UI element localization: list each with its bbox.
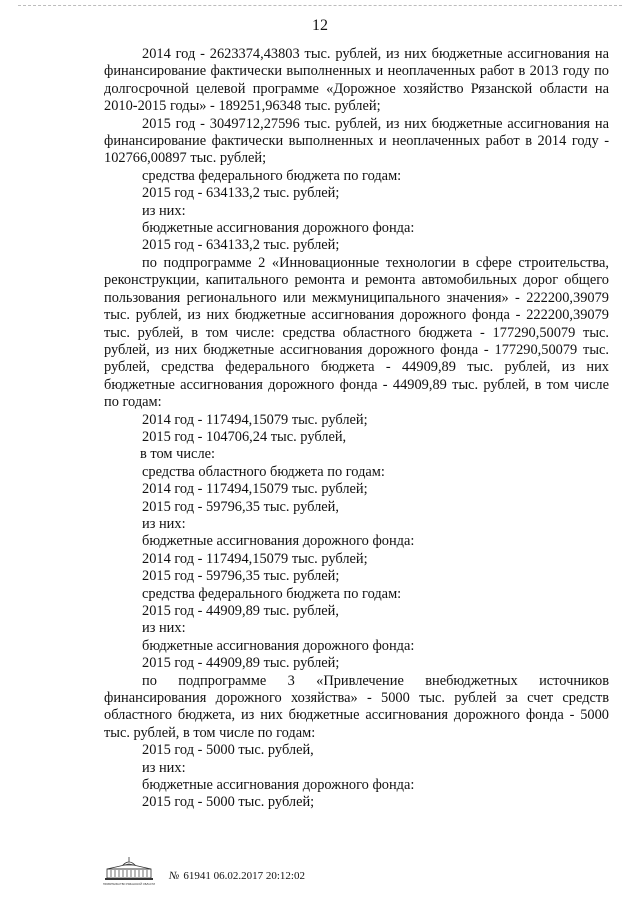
registration-stamp	[169, 870, 305, 882]
paragraph: 2015 год - 104706,24 тыс. рублей,	[142, 428, 347, 445]
document-footer	[103, 856, 503, 886]
paragraph: по подпрограмме 2 «Инновационные технологии в сфере строительства, реконструкции, капитального ремонта и ремонта автомобильных дорог общего пользования регионального или межмуниципального значения» - 222200,39079 тыс. рублей, из них бюджетные ассигнования дорожного фонда - 222200,39079 тыс. рублей, в том числе: средства областного бюджета - 177290,50079 тыс. рублей, из них бюджетные ассигнования дорожного фонда - 177290,50079 тыс. рублей, средства федерального бюджета - 44909,89 тыс. рублей, из них бюджетные ассигнования дорожного фонда - 44909,89 тыс. рублей, в том числе по годам:	[104, 254, 609, 411]
paragraph: бюджетные ассигнования дорожного фонда:	[142, 220, 415, 237]
paragraph: 2014 год - 2623374,43803 тыс. рублей, из них бюджетные ассигнования на финансирование фактически выполненных и неоплаченных работ в 2013 году по долгосрочной целевой программе «Дорожное хозяйство Рязанской области на 2010-2015 годы» - 189251,96348 тыс. рублей;	[104, 46, 609, 115]
paragraph: 2015 год - 3049712,27596 тыс. рублей, из них бюджетные ассигнования на финансирование фактически выполненных и неоплаченных работ в 2014 году - 102766,00897 тыс. рублей;	[104, 115, 609, 167]
paragraph: из них:	[142, 202, 186, 219]
paragraph: 2015 год - 5000 тыс. рублей,	[142, 742, 314, 759]
registration-info: 61941 06.02.2017 20:12:02	[183, 870, 305, 882]
paragraph: 2015 год - 59796,35 тыс. рублей,	[142, 498, 339, 515]
document-body	[104, 46, 609, 812]
paragraph: 2015 год - 44909,89 тыс. рублей,	[142, 603, 339, 619]
paragraph: 2015 год - 59796,35 тыс. рублей;	[142, 568, 340, 585]
paragraph: 2015 год - 5000 тыс. рублей;	[142, 794, 315, 811]
government-building-stamp-icon	[103, 856, 155, 886]
paragraph: бюджетные ассигнования дорожного фонда:	[142, 777, 415, 794]
paragraph: из них:	[142, 620, 186, 637]
paragraph: 2014 год - 117494,15079 тыс. рублей;	[142, 411, 368, 428]
paragraph: бюджетные ассигнования дорожного фонда:	[142, 533, 415, 550]
paragraph: 2015 год - 44909,89 тыс. рублей;	[142, 655, 340, 672]
stamp-caption: ПРАВИТЕЛЬСТВО РЯЗАНСКОЙ ОБЛАСТИ	[103, 883, 155, 886]
paragraph: по подпрограмме 3 «Привлечение внебюджетных источников финансирования дорожного хозяйства» - 5000 тыс. рублей за счет средств областного бюджета, из них бюджетные ассигнования дорожного фонда - 5000 тыс. рублей, в том числе по годам:	[104, 672, 609, 741]
paragraph: из них:	[142, 515, 186, 532]
paragraph: в том числе:	[140, 446, 216, 463]
paragraph: бюджетные ассигнования дорожного фонда:	[142, 637, 415, 654]
paragraph: средства областного бюджета по годам:	[142, 463, 385, 480]
paragraph: средства федерального бюджета по годам:	[142, 585, 402, 602]
paragraph: из них:	[142, 759, 186, 776]
paragraph: средства федерального бюджета по годам:	[142, 167, 402, 184]
paragraph: 2014 год - 117494,15079 тыс. рублей;	[142, 481, 368, 498]
page-number: 12	[312, 17, 328, 34]
paragraph: 2015 год - 634133,2 тыс. рублей;	[142, 237, 340, 254]
paragraph: 2014 год - 117494,15079 тыс. рублей;	[142, 550, 368, 567]
top-edge-rule	[18, 5, 622, 6]
paragraph: 2015 год - 634133,2 тыс. рублей;	[142, 185, 340, 202]
number-sign: №	[169, 870, 180, 882]
